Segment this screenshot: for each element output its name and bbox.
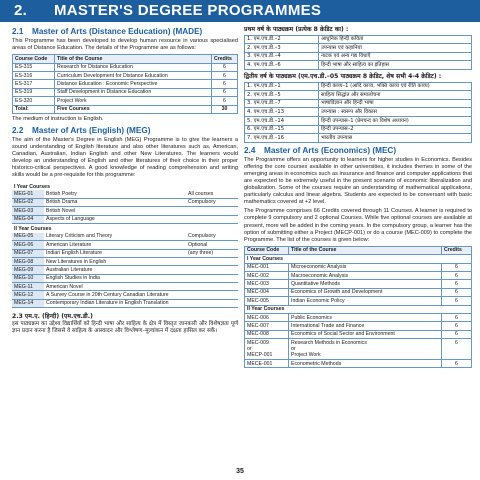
mec-row <box>245 288 472 296</box>
meg-table <box>12 182 238 309</box>
mec-row <box>245 263 472 271</box>
mhd-row-cell: भाषाविज्ञान और हिन्दी भाषा <box>319 99 472 108</box>
meg-year2-label: II Year Courses <box>12 223 238 232</box>
meg-row-cell: A Survey Course in 20th Century Canadian Literature <box>44 291 186 299</box>
mec-row-cell: 6 <box>442 330 472 338</box>
meg-row-cell: MEG-03 <box>12 207 44 215</box>
made-table <box>12 54 238 114</box>
meg-row <box>12 207 238 215</box>
mec-row-cell: Economics of Growth and Development <box>289 288 442 296</box>
meg-row-cell <box>186 257 238 265</box>
mec-row <box>245 280 472 288</box>
made-col-code: Course Code <box>13 55 55 63</box>
mec-year2-label: II Year Courses <box>245 305 472 313</box>
meg-row <box>12 266 238 274</box>
made-row-cell: ES-316 <box>13 71 55 79</box>
mec-row-cell: 6 <box>442 280 472 288</box>
mec-para-2: The Programme comprises 66 Credits covered through 11 Courses. A learner is required to complete 9 compulsory and 2 optional Courses. While five optional courses are available at present, more will be added in the coming years. In the compulsory group, a learner has the option of submitting either a Project (MECP-001) or do a course (MEC-009) to complete the Programme. The list of the courses is given below: <box>244 208 472 243</box>
mec-row-cell: 6 <box>442 339 472 360</box>
made-row-cell: Distance Education : Economic Perspective <box>55 80 212 88</box>
meg-row <box>12 299 238 307</box>
made-row-cell: Curriculum Development for Distance Education <box>55 71 212 79</box>
made-medium: The medium of instruction is English. <box>12 115 104 122</box>
mec-row-cell: MEC-001 <box>245 263 289 271</box>
meg-row-cell: Indian English Literature <box>44 249 186 257</box>
meg-row <box>12 215 238 223</box>
mec-col-code: Course Code <box>245 246 289 254</box>
mhd-row-cell: 3. एम.एच.डी.–7 <box>245 99 319 108</box>
made-row-cell: ES-319 <box>13 88 55 96</box>
made-row <box>13 97 238 105</box>
meg-row-cell: MEG-06 <box>12 241 44 249</box>
meg-row-cell: MEG-11 <box>12 283 44 291</box>
made-row-cell: ES-315 <box>13 63 55 71</box>
meg-row-cell <box>186 266 238 274</box>
mec-row-cell: Economics of Social Sector and Environment <box>289 330 442 338</box>
mhd-row-cell: 4. एम.एच.डी.–13 <box>245 108 319 117</box>
page-number: 35 <box>236 468 244 475</box>
meg-row <box>12 198 238 206</box>
made-col-credits: Credits <box>212 55 238 63</box>
meg-row-cell <box>186 274 238 282</box>
mhd-row-cell: 1. एम.एच.डी.–2 <box>245 35 319 44</box>
mec-row <box>245 330 472 338</box>
mhd-intro: इस पाठ्यक्रम का उद्देश्य विद्यार्थियों को हिन्दी भाषा और साहित्य के क्षेत्र में विस्तृत जानकारी और विशेषज्ञता पूर्ण ज्ञान प्रदान करना है जिससे वे साहित्य के आस्वादन और विश्लेषण–मूल्यांकन में दक्षता हासिल कर सकें। <box>12 320 238 334</box>
meg-row <box>12 233 238 241</box>
mec-row-cell: Quantitative Methods <box>289 280 442 288</box>
mhd-row <box>245 44 472 53</box>
meg-row-cell: MEG-14 <box>12 299 44 307</box>
mec-row-cell: International Trade and Finance <box>289 322 442 330</box>
mhd-year1-table <box>244 35 472 70</box>
mec-row-cell: 6 <box>442 359 472 367</box>
meg-row-cell: British Novel <box>44 207 186 215</box>
meg-row <box>12 249 238 257</box>
mec-row-cell: MEC-002 <box>245 272 289 280</box>
mec-row-cell: 6 <box>442 322 472 330</box>
meg-row-cell: American Novel <box>44 283 186 291</box>
mec-col-title: Title of the Course <box>289 246 442 254</box>
mhd-row-cell: 2. एम.एच.डी.–3 <box>245 44 319 53</box>
mhd-row <box>245 82 472 91</box>
meg-row-cell: All courses <box>186 190 238 198</box>
mec-row-cell: Econometric Methods <box>289 359 442 367</box>
made-col-title: Title of the Course <box>55 55 212 63</box>
mec-row-cell: 6 <box>442 313 472 321</box>
mec-row-cell: MEC-005 <box>245 297 289 305</box>
mhd-row <box>245 35 472 44</box>
meg-row-cell <box>186 299 238 307</box>
mec-row <box>245 272 472 280</box>
made-intro: This Programme has been developed to develop human resource in various specialised areas of Distance Education. The details of the Programme are as follows: <box>12 38 238 52</box>
mhd-row-cell: आधुनिक हिन्दी कविता <box>319 35 472 44</box>
meg-row-cell: (any three) <box>186 249 238 257</box>
made-row <box>13 71 238 79</box>
mec-row-cell: MEC-008 <box>245 330 289 338</box>
mec-row-cell: MECE-001 <box>245 359 289 367</box>
meg-row-cell: MEG-01 <box>12 190 44 198</box>
mhd-row <box>245 108 472 117</box>
mhd-row-cell: हिन्दी काव्य–1 (आदि काव्य, भक्ति काव्य एवं रीति काव्य) <box>319 82 472 91</box>
mhd-row-cell: 5. एम.एच.डी.–14 <box>245 116 319 125</box>
mec-year1-label: I Year Courses <box>245 255 472 263</box>
mhd-row <box>245 52 472 61</box>
mhd-row-cell: हिन्दी उपन्यास–1 (प्रेमचन्द का विशेष अध्ययन) <box>319 116 472 125</box>
meg-row <box>12 291 238 299</box>
mec-row-cell: 6 <box>442 263 472 271</box>
mhd-row-cell: 4. एम.एच.डी.–6 <box>245 61 319 70</box>
meg-row <box>12 274 238 282</box>
mhd-row-cell: 2. एम.एच.डी.–5 <box>245 91 319 100</box>
mec-row-cell: Microeconomic Analysis <box>289 263 442 271</box>
meg-row-cell: British Poetry <box>44 190 186 198</box>
mhd-year1-heading: प्रथम वर्ष के पाठ्यक्रम (प्रत्येक 8 क्रेडिट का) : <box>244 26 349 33</box>
meg-row-cell: MEG-07 <box>12 249 44 257</box>
meg-row-cell <box>186 283 238 291</box>
made-row-cell: 6 <box>212 80 238 88</box>
mhd-row <box>245 134 472 143</box>
meg-row <box>12 241 238 249</box>
mec-row-cell: 6 <box>442 272 472 280</box>
meg-row <box>12 283 238 291</box>
mhd-year2-heading: द्वितीय वर्ष के पाठ्यक्रम (एम.एच.डी.–05 पाठ्यक्रम 8 क्रेडिट, शेष सभी 4-4 क्रेडिट) : <box>244 72 442 80</box>
left-column <box>12 26 238 335</box>
made-row-cell: Staff Development in Distance Education <box>55 88 212 96</box>
mhd-row <box>245 91 472 100</box>
meg-row-cell: Australian Literature <box>44 266 186 274</box>
meg-row <box>12 257 238 265</box>
section-number: 2. <box>14 2 28 19</box>
made-row <box>13 88 238 96</box>
mec-row-cell: Macroeconomic Analysis <box>289 272 442 280</box>
mhd-row <box>245 99 472 108</box>
mhd-row-cell: नाटक एवं अन्य गद्य विधाएँ <box>319 52 472 61</box>
meg-row-cell: MEG-10 <box>12 274 44 282</box>
mec-row-cell: Research Methods in Economics or Project Work <box>289 339 442 360</box>
mhd-row-cell: 3. एम.एच.डी.–4 <box>245 52 319 61</box>
mec-row-cell: Public Economics <box>289 313 442 321</box>
made-heading: 2.1 Master of Arts (Distance Education) (MADE) <box>12 27 203 36</box>
made-row-cell: Project Work <box>55 97 212 105</box>
made-total-label: Total: <box>13 105 55 113</box>
mec-row-cell: MEC-003 <box>245 280 289 288</box>
meg-year1-label: I Year Courses <box>12 182 238 191</box>
made-row <box>13 80 238 88</box>
mec-row-cell: MEC-007 <box>245 322 289 330</box>
mhd-row <box>245 61 472 70</box>
mec-row <box>245 313 472 321</box>
mec-row <box>245 339 472 360</box>
mec-table <box>244 246 472 368</box>
mhd-row <box>245 116 472 125</box>
mhd-year2-table <box>244 82 472 143</box>
mec-row <box>245 359 472 367</box>
right-column <box>244 26 472 368</box>
mhd-row-cell: उपन्यास : स्वरूप और विकास <box>319 108 472 117</box>
meg-row-cell: MEG-02 <box>12 198 44 206</box>
meg-row-cell: English Studies in India <box>44 274 186 282</box>
made-total-courses: Five Courses <box>55 105 212 113</box>
section-banner <box>0 0 480 22</box>
meg-row-cell: Compulsory <box>186 198 238 206</box>
made-row-cell: 6 <box>212 88 238 96</box>
meg-row-cell: Aspects of Language <box>44 215 186 223</box>
made-row-cell: 6 <box>212 71 238 79</box>
mhd-row-cell: हिन्दी उपन्यास–2 <box>319 125 472 134</box>
meg-row-cell <box>186 215 238 223</box>
meg-row-cell: MEG-05 <box>12 233 44 241</box>
meg-row-cell: New Literatures in English <box>44 257 186 265</box>
made-row-cell: ES-317 <box>13 80 55 88</box>
mec-row-cell: MEC-009 or MECP-001 <box>245 339 289 360</box>
mec-para-1: The Programme offers an opportunity to learners for higher studies in Economics. Besides offering the core courses available in other universities, it includes themes in some of the emerging areas in economics such as insurance and finance and computer applications that are expected to be extremely useful in the present scenario of economic liberalization and globalization. Some of the courses require an understanding of mathematical applications, particularly calculus and linear algebra. Students are expected to be conversant with basic mathematics covered at +2 level. <box>244 156 472 206</box>
mec-row <box>245 297 472 305</box>
meg-row-cell <box>186 291 238 299</box>
meg-row-cell: MEG-09 <box>12 266 44 274</box>
made-total-credits: 30 <box>212 105 238 113</box>
mec-heading: 2.4 Master of Arts (Economics) (MEC) <box>244 145 397 155</box>
made-row-cell: ES-320 <box>13 97 55 105</box>
section-title: MASTER'S DEGREE PROGRAMMES <box>54 2 322 19</box>
made-row-cell: Research for Distance Education <box>55 63 212 71</box>
meg-row-cell: Contemporary Indian Literature in English Translation <box>44 299 186 307</box>
meg-intro: The aim of the Master's Degree in English (MEG) Programme is to give the learners a sound understanding of English literature and also other literatures such as, American, Canadian, Australian, Indian English and other New Literatures. The learners would develop an understanding of English and other literatures of their choice in their proper historico-critical perspectives. A good knowledge of reading comprehension and writing skills would be a pre-requisite for this programme: <box>12 137 238 179</box>
mec-row-cell: 6 <box>442 297 472 305</box>
mhd-heading: 2.3 एम.ए. (हिन्दी) (एम.एच.डी.) <box>12 313 93 321</box>
mec-col-credits: Credits <box>442 246 472 254</box>
mhd-row-cell: साहित्य सिद्धांत और समालोचना <box>319 91 472 100</box>
mhd-row-cell: उपन्यास एवं कहानियां <box>319 44 472 53</box>
meg-row-cell: MEG-04 <box>12 215 44 223</box>
made-row-cell: 6 <box>212 97 238 105</box>
mec-row-cell: Indian Economic Policy <box>289 297 442 305</box>
meg-row-cell <box>186 207 238 215</box>
meg-row-cell: Optional <box>186 241 238 249</box>
mhd-row-cell: 1. एम.एच.डी.–1 <box>245 82 319 91</box>
meg-row-cell: MEG-08 <box>12 257 44 265</box>
made-row-cell: 6 <box>212 63 238 71</box>
meg-row-cell: Compulsory <box>186 233 238 241</box>
mhd-row-cell: 7. एम.एच.डी.–16 <box>245 134 319 143</box>
meg-row <box>12 190 238 198</box>
meg-row-cell: MEG-12 <box>12 291 44 299</box>
mhd-row-cell: भारतीय उपन्यास <box>319 134 472 143</box>
mhd-row <box>245 125 472 134</box>
mhd-row-cell: 6. एम.एच.डी.–15 <box>245 125 319 134</box>
meg-row-cell: British Drama <box>44 198 186 206</box>
meg-heading: 2.2 Master of Arts (English) (MEG) <box>12 126 151 136</box>
mec-row-cell: 6 <box>442 288 472 296</box>
mec-row-cell: MEC-004 <box>245 288 289 296</box>
mec-row-cell: MEC-006 <box>245 313 289 321</box>
mec-row <box>245 322 472 330</box>
made-row <box>13 63 238 71</box>
meg-row-cell: Literary Criticism and Theory <box>44 233 186 241</box>
meg-row-cell: American Literature <box>44 241 186 249</box>
mhd-row-cell: हिन्दी भाषा और साहित्य का इतिहास <box>319 61 472 70</box>
